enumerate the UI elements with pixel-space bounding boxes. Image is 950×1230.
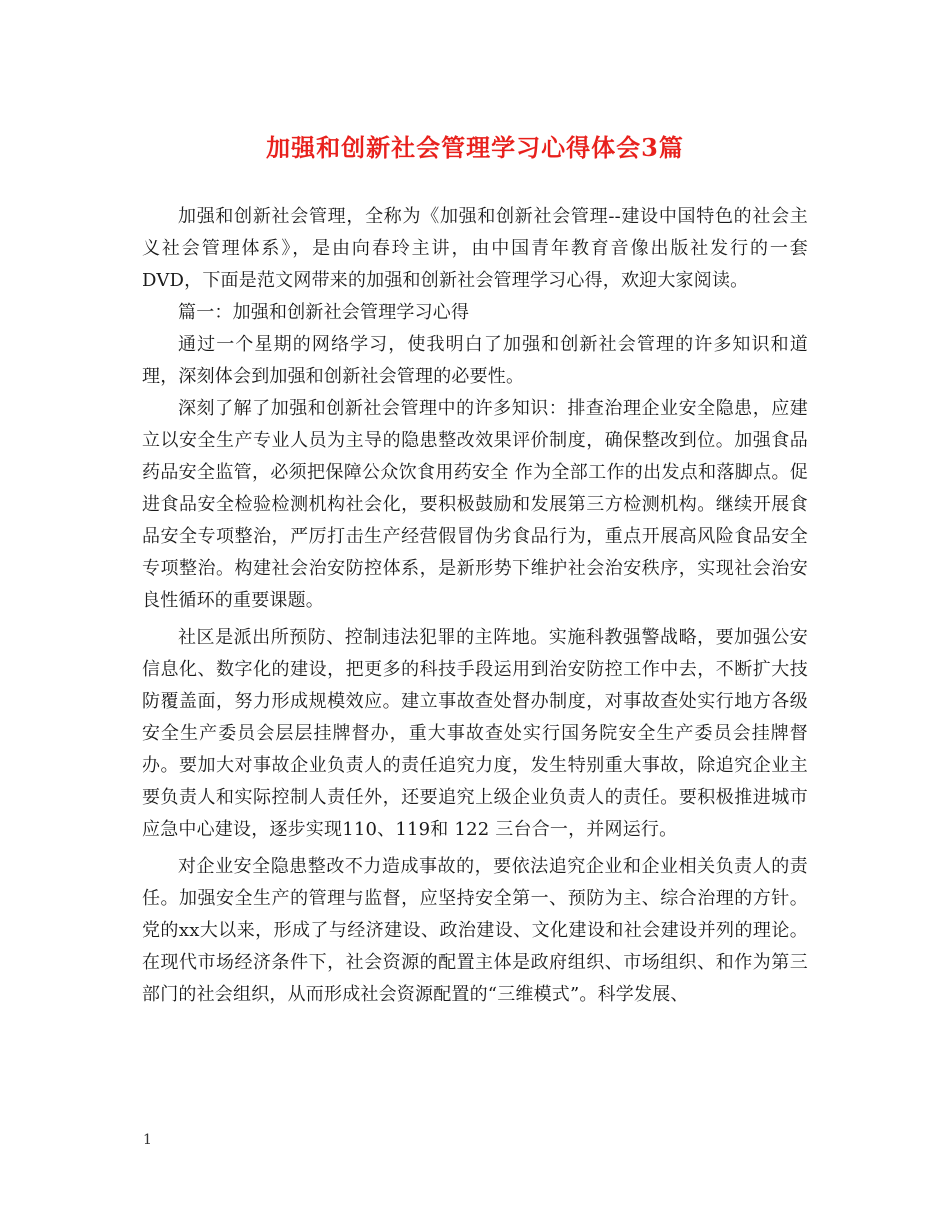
document-body xyxy=(142,201,808,1011)
page-number: 1 xyxy=(143,1132,152,1148)
paragraph-intro: 加强和创新社会管理，全称为《加强和创新社会管理--建设中国特色的社会主义社会管理体系》，是由向春玲主讲，由中国青年教育音像出版社发行的一套DVD，下面是范文网带来的加强和创新社会管理学习心得，欢迎大家阅读。 xyxy=(142,206,808,291)
section-heading: 篇一：加强和创新社会管理学习心得 xyxy=(178,302,470,323)
paragraph: 通过一个星期的网络学习，使我明白了加强和创新社会管理的许多知识和道理，深刻体会到加强和创新社会管理的必要性。 xyxy=(142,334,808,387)
paragraph: 对企业安全隐患整改不力造成事故的，要依法追究企业和企业相关负责人的责任。加强安全生产的管理与监督，应坚持安全第一、预防为主、综合治理的方针。党的xx大以来，形成了与经济建设、政治建设、文化建设和社会建设并列的理论。在现代市场经济条件下，社会资源的配置主体是政府组织、市场组织、和作为第三部门的社会组织，从而形成社会资源配置的“三维模式”。科学发展、 xyxy=(142,856,808,1005)
document-title: 加强和创新社会管理学习心得体会3篇 xyxy=(266,133,684,162)
paragraph: 深刻了解了加强和创新社会管理中的许多知识：排查治理企业安全隐患，应建立以安全生产专业人员为主导的隐患整改效果评价制度，确保整改到位。加强食品药品安全监管，必须把保障公众饮食用药安全 作为全部工作的出发点和落脚点。促进食品安全检验检测机构社会化，要积极鼓励和发展第三方检测机构。继续开展食品安全专项整治，严厉打击生产经营假冒伪劣食品行为，重点开展高风险食品安全专项整治。构建社会治安防控体系，是新形势下维护社会治安秩序，实现社会治安良性循环的重要课题。 xyxy=(142,398,808,611)
paragraph: 社区是派出所预防、控制违法犯罪的主阵地。实施科教强警战略，要加强公安信息化、数字化的建设，把更多的科技手段运用到治安防控工作中去，不断扩大技防覆盖面，努力形成规模效应。建立事故查处督办制度，对事故查处实行地方各级安全生产委员会层层挂牌督办，重大事故查处实行国务院安全生产委员会挂牌督办。要加大对事故企业负责人的责任追究力度，发生特别重大事故，除追究企业主要负责人和实际控制人责任外，还要追究上级企业负责人的责任。要积极推进城市应急中心建设，逐步实现110、119和 122 三台合一，并网运行。 xyxy=(142,627,808,840)
